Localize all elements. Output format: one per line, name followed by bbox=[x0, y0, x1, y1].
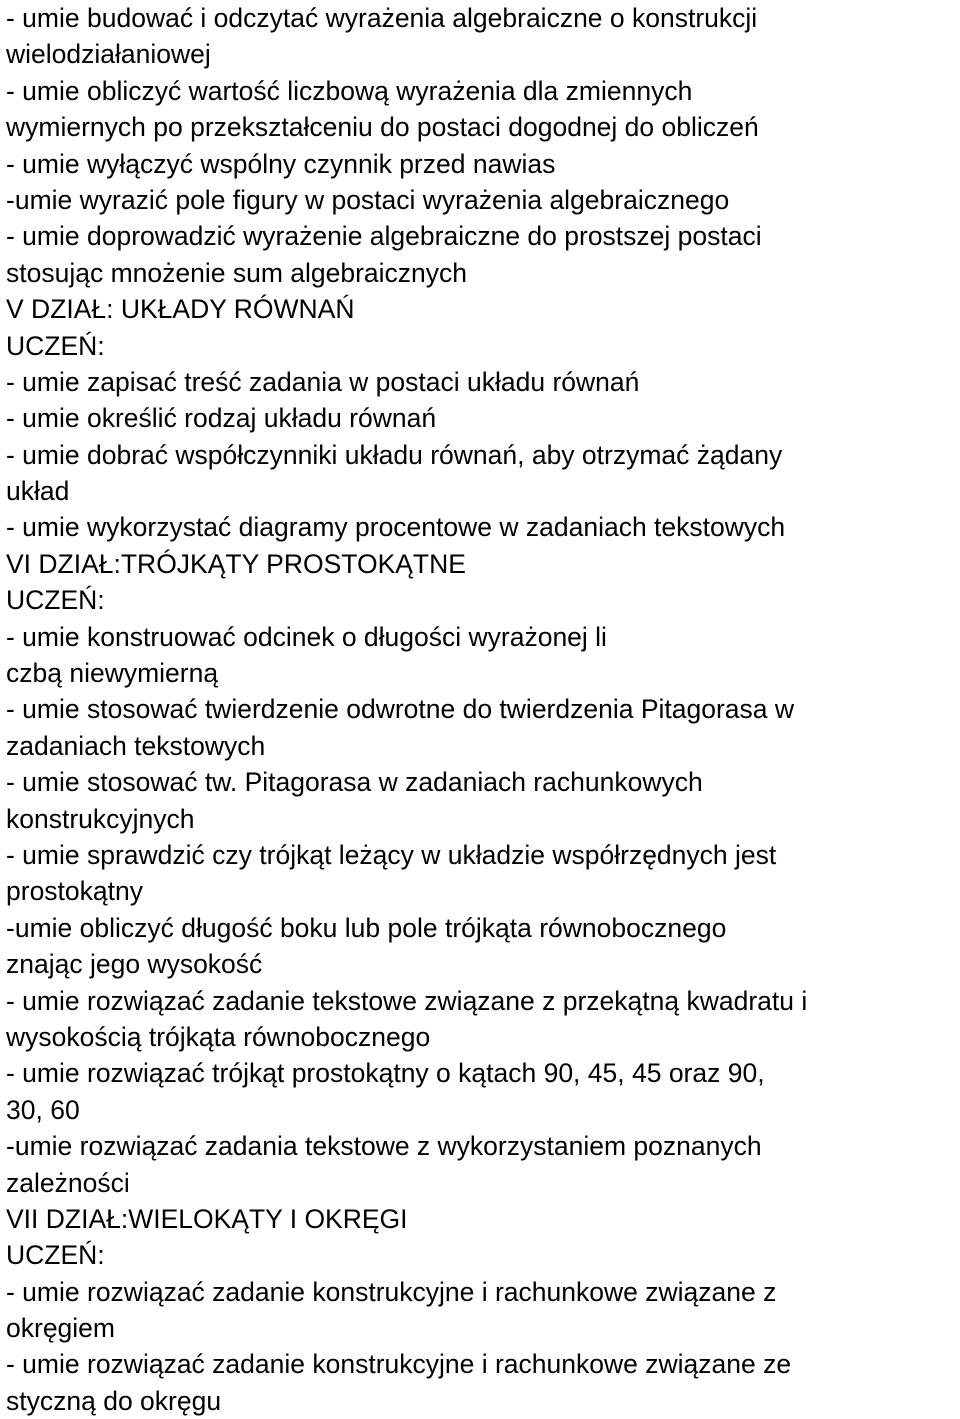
text-line: stosując mnożenie sum algebraicznych bbox=[6, 257, 468, 288]
text-line: znając jego wysokość bbox=[6, 949, 263, 980]
section-subheading: UCZEŃ: bbox=[6, 330, 105, 361]
text-line: -umie rozwiązać zadania tekstowe z wykorzystaniem poznanych bbox=[6, 1131, 762, 1162]
text-line: styczną do okręgu bbox=[6, 1385, 222, 1416]
text-line: okręgiem bbox=[6, 1313, 115, 1344]
text-line: - umie zapisać treść zadania w postaci układu równań bbox=[6, 366, 640, 397]
text-line: układ bbox=[6, 476, 70, 507]
text-line: - umie wyłączyć wspólny czynnik przed nawias bbox=[6, 148, 556, 179]
section-heading: VI DZIAŁ:TRÓJKĄTY PROSTOKĄTNE bbox=[6, 548, 466, 579]
text-line: - umie konstruować odcinek o długości wyrażonej li bbox=[6, 621, 607, 652]
text-line: - umie doprowadzić wyrażenie algebraiczne do prostszej postaci bbox=[6, 221, 762, 252]
section-heading: V DZIAŁ: UKŁADY RÓWNAŃ bbox=[6, 294, 355, 325]
text-line: - umie stosować tw. Pitagorasa w zadaniach rachunkowych bbox=[6, 767, 703, 798]
text-line: zadaniach tekstowych bbox=[6, 730, 266, 761]
text-line: - umie rozwiązać zadanie konstrukcyjne i rachunkowe związane z bbox=[6, 1276, 777, 1307]
text-line: - umie rozwiązać zadanie tekstowe związane z przekątną kwadratu i bbox=[6, 985, 808, 1016]
text-line: - umie dobrać współczynniki układu równań, aby otrzymać żądany bbox=[6, 439, 783, 470]
text-line: - umie budować i odczytać wyrażenia algebraiczne o konstrukcji bbox=[6, 3, 758, 33]
text-line: - umie wykorzystać diagramy procentowe w zadaniach tekstowych bbox=[6, 512, 786, 543]
section-subheading: UCZEŃ: bbox=[6, 1240, 105, 1271]
text-line: 30, 60 bbox=[6, 1094, 80, 1125]
text-line: - umie obliczyć wartość liczbową wyrażenia dla zmiennych bbox=[6, 75, 693, 106]
section-subheading: UCZEŃ: bbox=[6, 585, 105, 616]
text-line: - umie określić rodzaj układu równań bbox=[6, 403, 437, 434]
text-line: konstrukcyjnych bbox=[6, 803, 195, 834]
text-line: -umie obliczyć długość boku lub pole trójkąta równobocznego bbox=[6, 912, 727, 943]
text-line: - umie rozwiązać zadanie konstrukcyjne i rachunkowe związane ze bbox=[6, 1349, 792, 1380]
text-line: - umie sprawdzić czy trójkąt leżący w układzie współrzędnych jest bbox=[6, 839, 777, 870]
text-line: prostokątny bbox=[6, 876, 143, 907]
section-heading: VII DZIAŁ:WIELOKĄTY I OKRĘGI bbox=[6, 1203, 408, 1234]
text-line: wielodziałaniowej bbox=[6, 39, 211, 70]
text-line: czbą niewymierną bbox=[6, 658, 219, 689]
text-line: wymiernych po przekształceniu do postaci dogodnej do obliczeń bbox=[6, 112, 759, 143]
text-line: wysokością trójkąta równobocznego bbox=[6, 1021, 431, 1052]
text-line: zależności bbox=[6, 1167, 130, 1198]
text-line: - umie stosować twierdzenie odwrotne do twierdzenia Pitagorasa w bbox=[6, 694, 795, 725]
text-line: - umie rozwiązać trójkąt prostokątny o kątach 90, 45, 45 oraz 90, bbox=[6, 1058, 765, 1089]
text-line: -umie wyrazić pole figury w postaci wyrażenia algebraicznego bbox=[6, 184, 730, 215]
